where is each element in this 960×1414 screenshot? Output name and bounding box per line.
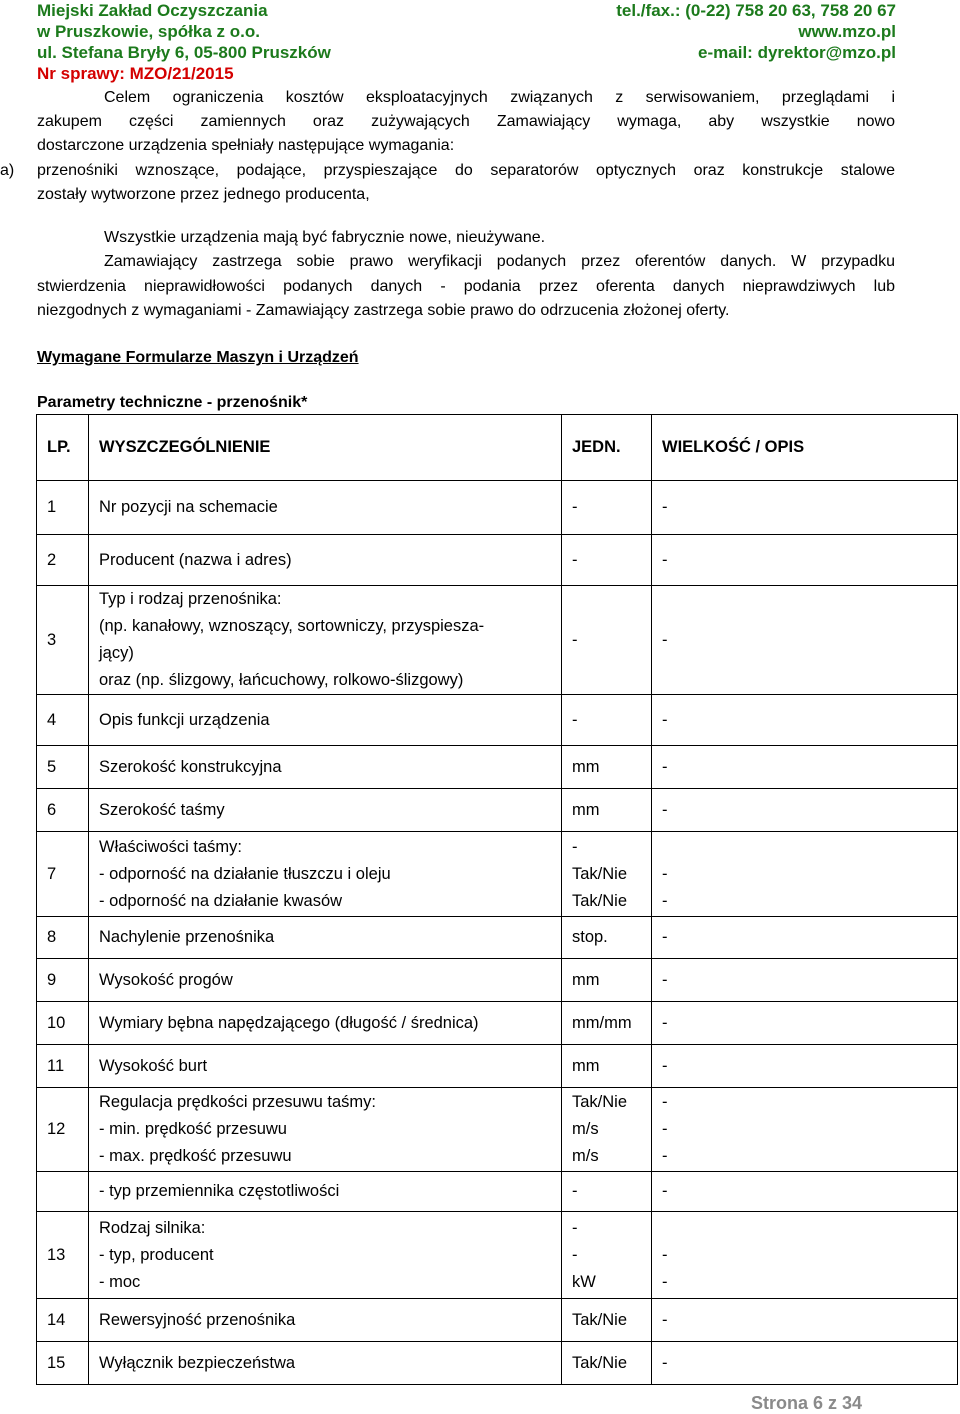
row-unit-line: stop.	[572, 928, 608, 946]
intro-line-3: dostarczone urządzenia spełniały następujące wymagania:	[37, 137, 455, 154]
table-row	[37, 917, 958, 959]
row-number	[37, 1172, 89, 1212]
row-description-line: Producent (nazwa i adres)	[99, 550, 292, 569]
table-row	[37, 1212, 958, 1299]
row-unit-line: Tak/Nie	[572, 1310, 628, 1329]
row-number: 13	[37, 1212, 89, 1299]
header-description: WYSZCZEGÓLNIENIE	[89, 415, 562, 481]
row-number: 9	[37, 959, 89, 1002]
row-description	[89, 917, 562, 959]
row-value-line: -	[662, 864, 668, 883]
row-value-line: -	[662, 970, 668, 989]
row-unit-line: Tak/Nie	[572, 864, 628, 883]
row-number: 12	[37, 1088, 89, 1172]
row-value	[652, 535, 958, 586]
row-value-line: -	[662, 891, 668, 910]
row-unit	[562, 789, 652, 832]
row-description	[89, 746, 562, 789]
notes-line-3: stwierdzenia nieprawidłowości podanych danych - podania przez oferenta danych nieprawdziwych lub	[37, 278, 895, 295]
row-value	[652, 1212, 958, 1299]
row-value	[652, 481, 958, 535]
row-unit	[562, 1172, 652, 1212]
row-description-line: Typ i rodzaj przenośnika:	[99, 590, 282, 608]
table-title: Parametry techniczne - przenośnik*	[37, 394, 308, 411]
row-description	[89, 535, 562, 586]
row-value-line: -	[662, 550, 668, 569]
row-unit	[562, 695, 652, 746]
row-unit-line: -	[572, 1218, 578, 1237]
row-value	[652, 1299, 958, 1342]
row-unit-line: mm	[572, 970, 600, 989]
row-unit-line: -	[572, 1182, 578, 1200]
row-value	[652, 1045, 958, 1088]
row-number: 14	[37, 1299, 89, 1342]
row-value-line: -	[662, 630, 668, 649]
row-unit-line: -	[572, 498, 578, 516]
row-description	[89, 481, 562, 535]
row-number: 8	[37, 917, 89, 959]
row-description-line: Właściwości taśmy:	[99, 837, 243, 856]
row-value-line: -	[662, 1245, 668, 1264]
item-marker: a)	[0, 162, 15, 179]
row-value-line: -	[662, 1093, 668, 1111]
row-description-line: - max. prędkość przesuwu	[99, 1147, 292, 1165]
row-unit-line: mm	[572, 800, 600, 819]
row-value-line: -	[662, 1353, 668, 1372]
row-value-line: -	[662, 1182, 668, 1200]
row-description-line: Nr pozycji na schemacie	[99, 498, 278, 516]
table-row	[37, 789, 958, 832]
row-value	[652, 832, 958, 917]
table-row	[37, 586, 958, 695]
row-description-line: Wymiary bębna napędzającego (długość / średnica)	[99, 1013, 479, 1032]
intro-line-2: zakupem części zamiennych oraz zużywających Zamawiający wymaga, aby wszystkie nowo	[37, 113, 895, 130]
row-value-line: -	[662, 1056, 668, 1075]
row-unit	[562, 1045, 652, 1088]
address: ul. Stefana Bryły 6, 05-800 Pruszków	[37, 43, 331, 62]
row-description	[89, 1088, 562, 1172]
row-number: 2	[37, 535, 89, 586]
row-value-line: -	[662, 1120, 668, 1138]
case-number: Nr sprawy: MZO/21/2015	[37, 64, 234, 83]
row-value	[652, 695, 958, 746]
row-unit-line: Tak/Nie	[572, 1353, 628, 1372]
row-description	[89, 832, 562, 917]
intro-line-1: Celem ograniczenia kosztów eksploatacyjnych związanych z serwisowaniem, przeglądami i	[104, 89, 895, 106]
row-unit	[562, 959, 652, 1002]
row-unit	[562, 1299, 652, 1342]
row-number: 10	[37, 1002, 89, 1045]
row-number: 6	[37, 789, 89, 832]
table-row	[37, 746, 958, 789]
row-unit-line: -	[572, 837, 578, 856]
notes-line-1: Wszystkie urządzenia mają być fabrycznie nowe, nieużywane.	[104, 229, 546, 246]
row-description-line: - min. prędkość przesuwu	[99, 1120, 287, 1138]
row-unit	[562, 1212, 652, 1299]
spec-table	[36, 414, 958, 1385]
row-description-line: - typ przemiennika częstotliwości	[99, 1182, 340, 1200]
row-value-line: -	[662, 1013, 668, 1032]
row-unit	[562, 586, 652, 695]
row-description-line: Rodzaj silnika:	[99, 1218, 206, 1237]
row-value-line: -	[662, 710, 668, 729]
row-number: 4	[37, 695, 89, 746]
row-number: 11	[37, 1045, 89, 1088]
row-description-line: Szerokość taśmy	[99, 800, 225, 819]
row-value-line: -	[662, 498, 668, 516]
row-value-line	[662, 1215, 957, 1242]
row-unit	[562, 481, 652, 535]
row-description-line: jący)	[99, 644, 134, 662]
table-row	[37, 832, 958, 917]
row-description-line: oraz (np. ślizgowy, łańcuchowy, rolkowo-ślizgowy)	[99, 671, 464, 689]
row-unit	[562, 1342, 652, 1385]
header-value: WIELKOŚĆ / OPIS	[652, 415, 958, 481]
row-description	[89, 586, 562, 695]
company-name-line2: w Pruszkowie, spółka z o.o.	[37, 22, 260, 41]
email-link[interactable]: e-mail: dyrektor@mzo.pl	[698, 43, 896, 62]
row-unit-line: -	[572, 710, 578, 729]
row-description-line: Wysokość progów	[99, 970, 233, 989]
table-row	[37, 1299, 958, 1342]
row-description-line: Rewersyjność przenośnika	[99, 1310, 296, 1329]
table-row	[37, 1342, 958, 1385]
row-unit-line: Tak/Nie	[572, 891, 628, 910]
row-unit	[562, 535, 652, 586]
row-unit	[562, 1088, 652, 1172]
row-unit	[562, 746, 652, 789]
row-number: 7	[37, 832, 89, 917]
row-value	[652, 917, 958, 959]
row-description-line: - typ, producent	[99, 1245, 214, 1264]
row-description	[89, 1342, 562, 1385]
row-description	[89, 1002, 562, 1045]
row-value	[652, 959, 958, 1002]
row-description-line: - odporność na działanie tłuszczu i oleju	[99, 864, 391, 883]
table-row	[37, 695, 958, 746]
row-description	[89, 1172, 562, 1212]
header-unit: JEDN.	[562, 415, 652, 481]
row-unit-line: -	[572, 630, 578, 649]
row-unit	[562, 917, 652, 959]
row-value	[652, 1172, 958, 1212]
row-description	[89, 959, 562, 1002]
row-value-line	[662, 834, 957, 861]
row-value	[652, 1342, 958, 1385]
row-unit-line: Tak/Nie	[572, 1093, 628, 1111]
website-link[interactable]: www.mzo.pl	[798, 22, 896, 41]
phone-fax: tel./fax.: (0-22) 758 20 63, 758 20 67	[616, 1, 896, 20]
row-description	[89, 1045, 562, 1088]
item-line-2: zostały wytworzone przez jednego producenta,	[37, 186, 370, 203]
row-value	[652, 586, 958, 695]
table-row	[37, 959, 958, 1002]
row-description-line: Wyłącznik bezpieczeństwa	[99, 1353, 296, 1372]
row-unit-line: mm	[572, 757, 600, 776]
row-unit-line: m/s	[572, 1147, 599, 1165]
item-line-1: przenośniki wznoszące, podające, przyspieszające do separatorów optycznych oraz konstrukcje stalowe	[37, 162, 895, 179]
row-unit-line: kW	[572, 1272, 596, 1291]
row-description	[89, 695, 562, 746]
row-number: 1	[37, 481, 89, 535]
table-row	[37, 1088, 958, 1172]
row-description-line: Nachylenie przenośnika	[99, 928, 275, 946]
row-unit	[562, 1002, 652, 1045]
row-unit-line: -	[572, 1245, 578, 1264]
row-description	[89, 1212, 562, 1299]
row-value	[652, 1002, 958, 1045]
row-value-line: -	[662, 1147, 668, 1165]
row-description-line: - moc	[99, 1272, 141, 1291]
notes-line-2: Zamawiający zastrzega sobie prawo weryfikacji podanych przez oferentów danych. W przypadku	[104, 253, 895, 270]
row-description-line: Wysokość burt	[99, 1056, 208, 1075]
row-number: 5	[37, 746, 89, 789]
row-value-line: -	[662, 1310, 668, 1329]
row-value	[652, 1088, 958, 1172]
row-unit-line: mm/mm	[572, 1013, 632, 1032]
row-number: 3	[37, 586, 89, 695]
page-number: Strona 6 z 34	[750, 1393, 862, 1413]
table-row	[37, 1002, 958, 1045]
row-value	[652, 789, 958, 832]
row-value-line: -	[662, 928, 668, 946]
row-description-line: (np. kanałowy, wznoszący, sortowniczy, przyspiesza-	[99, 617, 485, 635]
table-header-row	[37, 415, 958, 481]
row-number: 15	[37, 1342, 89, 1385]
notes-line-4: niezgodnych z wymaganiami - Zamawiający zastrzega sobie prawo do odrzucenia złożonej oferty.	[37, 302, 730, 319]
header-lp: LP.	[37, 415, 89, 481]
table-row	[37, 1172, 958, 1212]
row-description-line: Opis funkcji urządzenia	[99, 710, 270, 729]
row-value	[652, 746, 958, 789]
row-description	[89, 789, 562, 832]
row-description	[89, 1299, 562, 1342]
row-value-line: -	[662, 757, 668, 776]
table-row	[37, 481, 958, 535]
row-description-line: - odporność na działanie kwasów	[99, 891, 343, 910]
row-value-line: -	[662, 1272, 668, 1291]
company-name: Miejski Zakład Oczyszczania	[37, 1, 268, 20]
section-title: Wymagane Formularze Maszyn i Urządzeń	[37, 349, 359, 366]
row-description-line: Regulacja prędkości przesuwu taśmy:	[99, 1093, 376, 1111]
row-value-line: -	[662, 800, 668, 819]
row-unit	[562, 832, 652, 917]
table-row	[37, 1045, 958, 1088]
row-unit-line: mm	[572, 1056, 600, 1075]
table-row	[37, 535, 958, 586]
row-unit-line: -	[572, 550, 578, 569]
row-description-line: Szerokość konstrukcyjna	[99, 757, 282, 776]
row-unit-line: m/s	[572, 1120, 599, 1138]
